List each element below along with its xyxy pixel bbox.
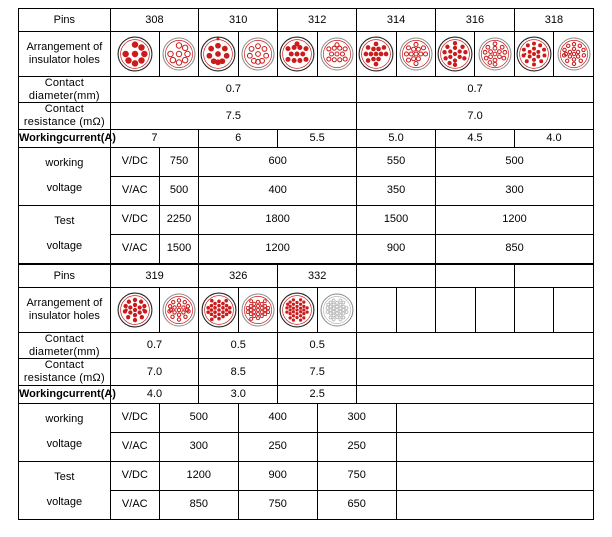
test-voltage-label-2-line2: voltage (46, 496, 83, 509)
insulator-308-pin-a (111, 33, 159, 75)
insulator-310-pin-b (239, 33, 277, 75)
insulator-308-pin-b-cell (159, 32, 198, 77)
test-voltage-label (19, 205, 111, 263)
contact-resistance-label: Contact resistance (mΩ) (19, 103, 111, 129)
working-vdc-332: 300 (317, 403, 396, 432)
working-vac-316-318: 300 (436, 176, 594, 205)
table2-row-working-voltage-dc (19, 403, 594, 432)
test-vdc-319: 1200 (159, 461, 238, 490)
test-vac-308: 1500 (159, 234, 198, 263)
working-voltage-ac-unit: V/AC (110, 176, 159, 205)
working-voltage-label-line2: voltage (46, 182, 83, 195)
table-row-working-voltage-dc (19, 147, 594, 176)
arrangement-label-line2: insulator holes (28, 54, 100, 66)
working-current-empty (357, 385, 594, 403)
arrangement-empty-6 (554, 288, 594, 333)
table2-row-test-voltage-dc (19, 461, 594, 490)
working-voltage-label-2 (19, 403, 111, 461)
insulator-310-pin-b-cell (238, 32, 277, 77)
working-voltage-label-2-line2: voltage (46, 438, 83, 451)
contact-diameter-label-2: Contact diameter(mm) (19, 333, 111, 359)
test-vac-326: 750 (238, 490, 317, 519)
working-vdc-308: 750 (159, 147, 198, 176)
contact-resistance-label-2: Contact resistance (mΩ) (19, 359, 111, 385)
arrangement-empty-4 (475, 288, 514, 333)
pins-value-empty-1 (357, 265, 436, 288)
working-voltage-dc-unit-2: V/DC (110, 403, 159, 432)
arrangement-label-2-line2: insulator holes (28, 310, 100, 322)
contact-diameter-326: 0.5 (199, 333, 278, 359)
working-current-label: Workingcurrent(A) (19, 129, 111, 147)
insulator-316-pin-a (436, 33, 474, 75)
test-voltage-ac-unit: V/AC (110, 234, 159, 263)
insulator-316-pin-b (475, 33, 513, 75)
arrangement-label (19, 32, 111, 77)
working-vdc-316-318: 500 (436, 147, 594, 176)
pins-value-310: 310 (199, 9, 278, 32)
table-row-contact-resistance (19, 103, 594, 129)
working-vac-308: 500 (159, 176, 198, 205)
working-voltage-label-2-line1: working (45, 413, 84, 426)
pins-value-308: 308 (110, 9, 199, 32)
insulator-314-pin-a (357, 33, 395, 75)
pins-value-316: 316 (436, 9, 515, 32)
table2-row-working-current (19, 385, 594, 403)
insulator-319-pin-b-cell (159, 288, 198, 333)
working-vdc-empty (396, 403, 593, 432)
test-vdc-332: 750 (317, 461, 396, 490)
test-vac-empty (396, 490, 593, 519)
working-current-308: 7 (110, 129, 199, 147)
arrangement-label-2-line1: Arrangement of (26, 297, 103, 310)
insulator-318-pin-a-cell (514, 32, 553, 77)
working-vdc-310-312: 600 (199, 147, 357, 176)
contact-diameter-value-2: 0.7 (357, 77, 594, 103)
insulator-318-pin-b (554, 33, 593, 75)
working-current-314: 5.0 (357, 129, 436, 147)
working-current-326: 3.0 (199, 385, 278, 403)
table-row-contact-diameter (19, 77, 594, 103)
working-vdc-326: 400 (238, 403, 317, 432)
test-vac-314: 900 (357, 234, 436, 263)
working-vac-319: 300 (159, 432, 238, 461)
pins-value-empty-3 (514, 265, 593, 288)
test-voltage-label-2 (19, 461, 111, 519)
insulator-319-pin-a-cell (110, 288, 159, 333)
working-current-319: 4.0 (110, 385, 199, 403)
insulator-314-pin-a-cell (357, 32, 396, 77)
working-vac-310-312: 400 (199, 176, 357, 205)
test-voltage-label-2-line1: Test (54, 471, 75, 484)
working-vac-314: 350 (357, 176, 436, 205)
insulator-319-pin-a (111, 289, 159, 331)
working-vac-332: 250 (317, 432, 396, 461)
working-current-332: 2.5 (278, 385, 357, 403)
working-voltage-label (19, 147, 111, 205)
arrangement-empty-5 (514, 288, 553, 333)
test-voltage-label-line1: Test (54, 215, 75, 228)
contact-diameter-label: Contact diameter(mm) (19, 77, 111, 103)
working-voltage-dc-unit: V/DC (110, 147, 159, 176)
insulator-314-pin-b-cell (396, 32, 435, 77)
table-row-pins (19, 9, 594, 32)
insulator-326-pin-a (199, 289, 237, 331)
insulator-312-pin-a-cell (278, 32, 317, 77)
table2-row-contact-diameter (19, 333, 594, 359)
working-vdc-319: 500 (159, 403, 238, 432)
pins-value-332: 332 (278, 265, 357, 288)
connector-spec-table-2 (18, 264, 594, 520)
pins-value-312: 312 (278, 9, 357, 32)
insulator-314-pin-b (397, 33, 435, 75)
insulator-316-pin-a-cell (436, 32, 475, 77)
pins-header-label: Pins (19, 9, 111, 32)
contact-resistance-value-2: 7.0 (357, 103, 594, 129)
table-row-arrangement (19, 32, 594, 77)
insulator-319-pin-b (160, 289, 198, 331)
pins-value-314: 314 (357, 9, 436, 32)
working-voltage-ac-unit-2: V/AC (110, 432, 159, 461)
contact-diameter-empty (357, 333, 594, 359)
table-row-working-current (19, 129, 594, 147)
pins-value-319: 319 (110, 265, 199, 288)
insulator-332-pin-b-cell (317, 288, 356, 333)
working-current-310: 6 (199, 129, 278, 147)
insulator-316-pin-b-cell (475, 32, 514, 77)
pins-header-label-2: Pins (19, 265, 111, 288)
contact-resistance-332: 7.5 (278, 359, 357, 385)
insulator-326-pin-a-cell (199, 288, 238, 333)
insulator-312-pin-b (318, 33, 356, 75)
contact-resistance-empty (357, 359, 594, 385)
test-vac-332: 650 (317, 490, 396, 519)
contact-resistance-value-1: 7.5 (110, 103, 356, 129)
table2-row-pins (19, 265, 594, 288)
insulator-310-pin-a (199, 33, 237, 75)
insulator-332-pin-a (278, 289, 316, 331)
table2-row-arrangement (19, 288, 594, 333)
test-vdc-326: 900 (238, 461, 317, 490)
test-voltage-dc-unit: V/DC (110, 205, 159, 234)
insulator-308-pin-a-cell (110, 32, 159, 77)
pins-value-318: 318 (514, 9, 593, 32)
connector-spec-table-1 (18, 8, 594, 264)
contact-resistance-319: 7.0 (110, 359, 199, 385)
test-vdc-310-312: 1800 (199, 205, 357, 234)
contact-diameter-332: 0.5 (278, 333, 357, 359)
insulator-312-pin-b-cell (317, 32, 356, 77)
arrangement-label-line1: Arrangement of (26, 41, 103, 54)
test-voltage-ac-unit-2: V/AC (110, 490, 159, 519)
insulator-332-pin-b (318, 289, 356, 331)
insulator-312-pin-a (278, 33, 316, 75)
test-voltage-dc-unit-2: V/DC (110, 461, 159, 490)
working-current-312: 5.5 (278, 129, 357, 147)
insulator-310-pin-a-cell (199, 32, 238, 77)
arrangement-empty-1 (357, 288, 396, 333)
table2-row-contact-resistance (19, 359, 594, 385)
test-voltage-label-line2: voltage (46, 240, 83, 253)
insulator-318-pin-a (515, 33, 553, 75)
working-current-label-2: Workingcurrent(A) (19, 385, 111, 403)
arrangement-empty-2 (396, 288, 435, 333)
insulator-318-pin-b-cell (554, 32, 594, 77)
test-vdc-314: 1500 (357, 205, 436, 234)
working-vac-326: 250 (238, 432, 317, 461)
working-current-316: 4.5 (436, 129, 515, 147)
contact-resistance-326: 8.5 (199, 359, 278, 385)
working-vdc-314: 550 (357, 147, 436, 176)
working-voltage-label-line1: working (45, 157, 84, 170)
test-vac-319: 850 (159, 490, 238, 519)
working-vac-empty (396, 432, 593, 461)
contact-diameter-319: 0.7 (110, 333, 199, 359)
pins-value-empty-2 (436, 265, 515, 288)
test-vac-316-318: 850 (436, 234, 594, 263)
arrangement-empty-3 (436, 288, 475, 333)
test-vac-310-312: 1200 (199, 234, 357, 263)
contact-diameter-value-1: 0.7 (110, 77, 356, 103)
insulator-308-pin-b (160, 33, 198, 75)
insulator-332-pin-a-cell (278, 288, 317, 333)
insulator-326-pin-b-cell (238, 288, 277, 333)
arrangement-label-2 (19, 288, 111, 333)
test-vdc-308: 2250 (159, 205, 198, 234)
working-current-318: 4.0 (514, 129, 593, 147)
pins-value-326: 326 (199, 265, 278, 288)
test-vdc-316-318: 1200 (436, 205, 594, 234)
test-vdc-empty (396, 461, 593, 490)
insulator-326-pin-b (239, 289, 277, 331)
table-row-test-voltage-dc (19, 205, 594, 234)
